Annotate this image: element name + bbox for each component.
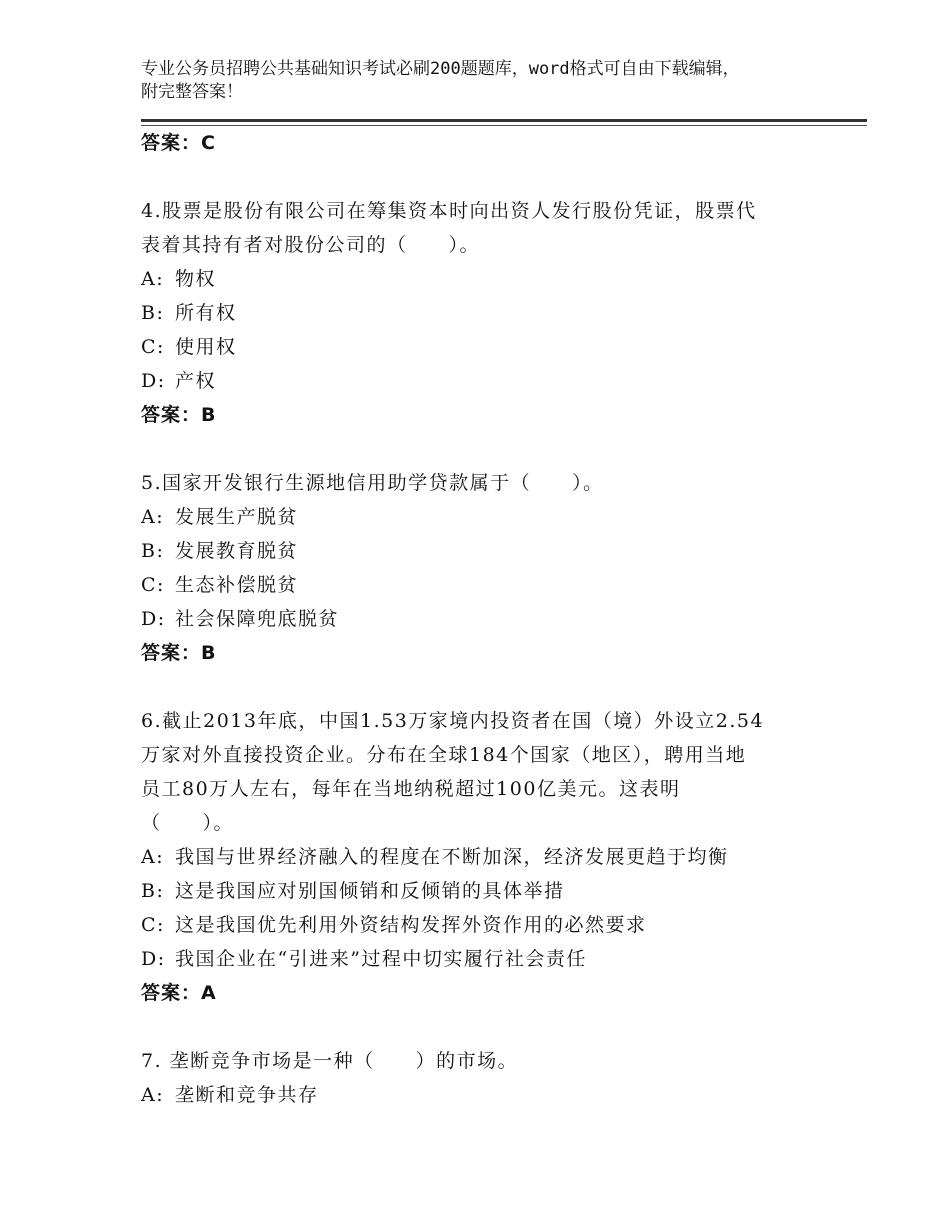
option-d — [141, 602, 831, 636]
option-text: 我国与世界经济融入的程度在不断加深，经济发展更趋于均衡 — [175, 846, 729, 868]
option-d — [141, 364, 831, 398]
option-b — [141, 534, 831, 568]
option-key: C: — [141, 574, 165, 596]
option-text: 这是我国优先利用外资结构发挥外资作用的必然要求 — [175, 914, 647, 936]
answer-q4: 答案：B — [141, 404, 217, 426]
option-a — [141, 1078, 831, 1112]
header-line-2: 附完整答案！ — [141, 82, 243, 102]
question-5-stem-line-1: 5.国家开发银行生源地信用助学贷款属于（ ）。 — [141, 472, 604, 494]
spacer — [141, 432, 831, 466]
option-text: 发展教育脱贫 — [175, 540, 299, 562]
header-divider-thick — [141, 119, 867, 122]
answer-q6: 答案：A — [141, 982, 217, 1004]
option-b — [141, 874, 831, 908]
question-6-stem-line-4: （ ）。 — [141, 812, 235, 834]
question-7 — [141, 1044, 831, 1112]
option-key: D: — [141, 370, 166, 392]
option-c — [141, 568, 831, 602]
question-7-stem-line-1: 7. 垄断竞争市场是一种（ ）的市场。 — [141, 1050, 519, 1072]
option-key: A: — [141, 268, 165, 290]
question-4 — [141, 194, 831, 432]
option-key: A: — [141, 506, 165, 528]
option-key: C: — [141, 336, 165, 358]
option-key: D: — [141, 948, 166, 970]
option-text: 产权 — [175, 370, 217, 392]
answer-q5: 答案：B — [141, 642, 217, 664]
question-list — [141, 126, 831, 1112]
option-text: 我国企业在“引进来”过程中切实履行社会责任 — [175, 948, 587, 970]
option-a — [141, 262, 831, 296]
question-5 — [141, 466, 831, 670]
option-text: 垄断和竞争共存 — [175, 1084, 319, 1106]
spacer — [141, 1010, 831, 1044]
option-a — [141, 840, 831, 874]
question-4-stem-line-1: 4.股票是股份有限公司在筹集资本时向出资人发行股份凭证，股票代 — [141, 200, 757, 222]
option-key: C: — [141, 914, 165, 936]
question-6 — [141, 704, 831, 1010]
option-text: 这是我国应对别国倾销和反倾销的具体举措 — [175, 880, 565, 902]
option-text: 物权 — [175, 268, 217, 290]
option-key: D: — [141, 608, 166, 630]
option-d — [141, 942, 831, 976]
option-a — [141, 500, 831, 534]
document-header — [141, 58, 831, 104]
question-6-stem-line-3: 员工80万人左右，每年在当地纳税超过100亿美元。这表明 — [141, 778, 681, 800]
option-key: B: — [141, 540, 165, 562]
option-text: 所有权 — [175, 302, 237, 324]
option-key: B: — [141, 302, 165, 324]
spacer — [141, 670, 831, 704]
spacer — [141, 160, 831, 194]
question-6-stem-line-1: 6.截止2013年底，中国1.53万家境内投资者在国（境）外设立2.54 — [141, 710, 765, 732]
header-line-1: 专业公务员招聘公共基础知识考试必刷200题题库，word格式可自由下载编辑， — [141, 59, 740, 79]
option-c — [141, 908, 831, 942]
question-4-stem-line-2: 表着其持有者对股份公司的（ ）。 — [141, 234, 481, 256]
option-key: B: — [141, 880, 165, 902]
option-text: 发展生产脱贫 — [175, 506, 299, 528]
option-text: 社会保障兜底脱贫 — [175, 608, 340, 630]
answer-q3: 答案：C — [141, 132, 216, 154]
option-text: 使用权 — [175, 336, 237, 358]
option-b — [141, 296, 831, 330]
option-text: 生态补偿脱贫 — [175, 574, 299, 596]
option-key: A: — [141, 846, 165, 868]
question-6-stem-line-2: 万家对外直接投资企业。分布在全球184个国家（地区），聘用当地 — [141, 744, 747, 766]
option-key: A: — [141, 1084, 165, 1106]
option-c — [141, 330, 831, 364]
